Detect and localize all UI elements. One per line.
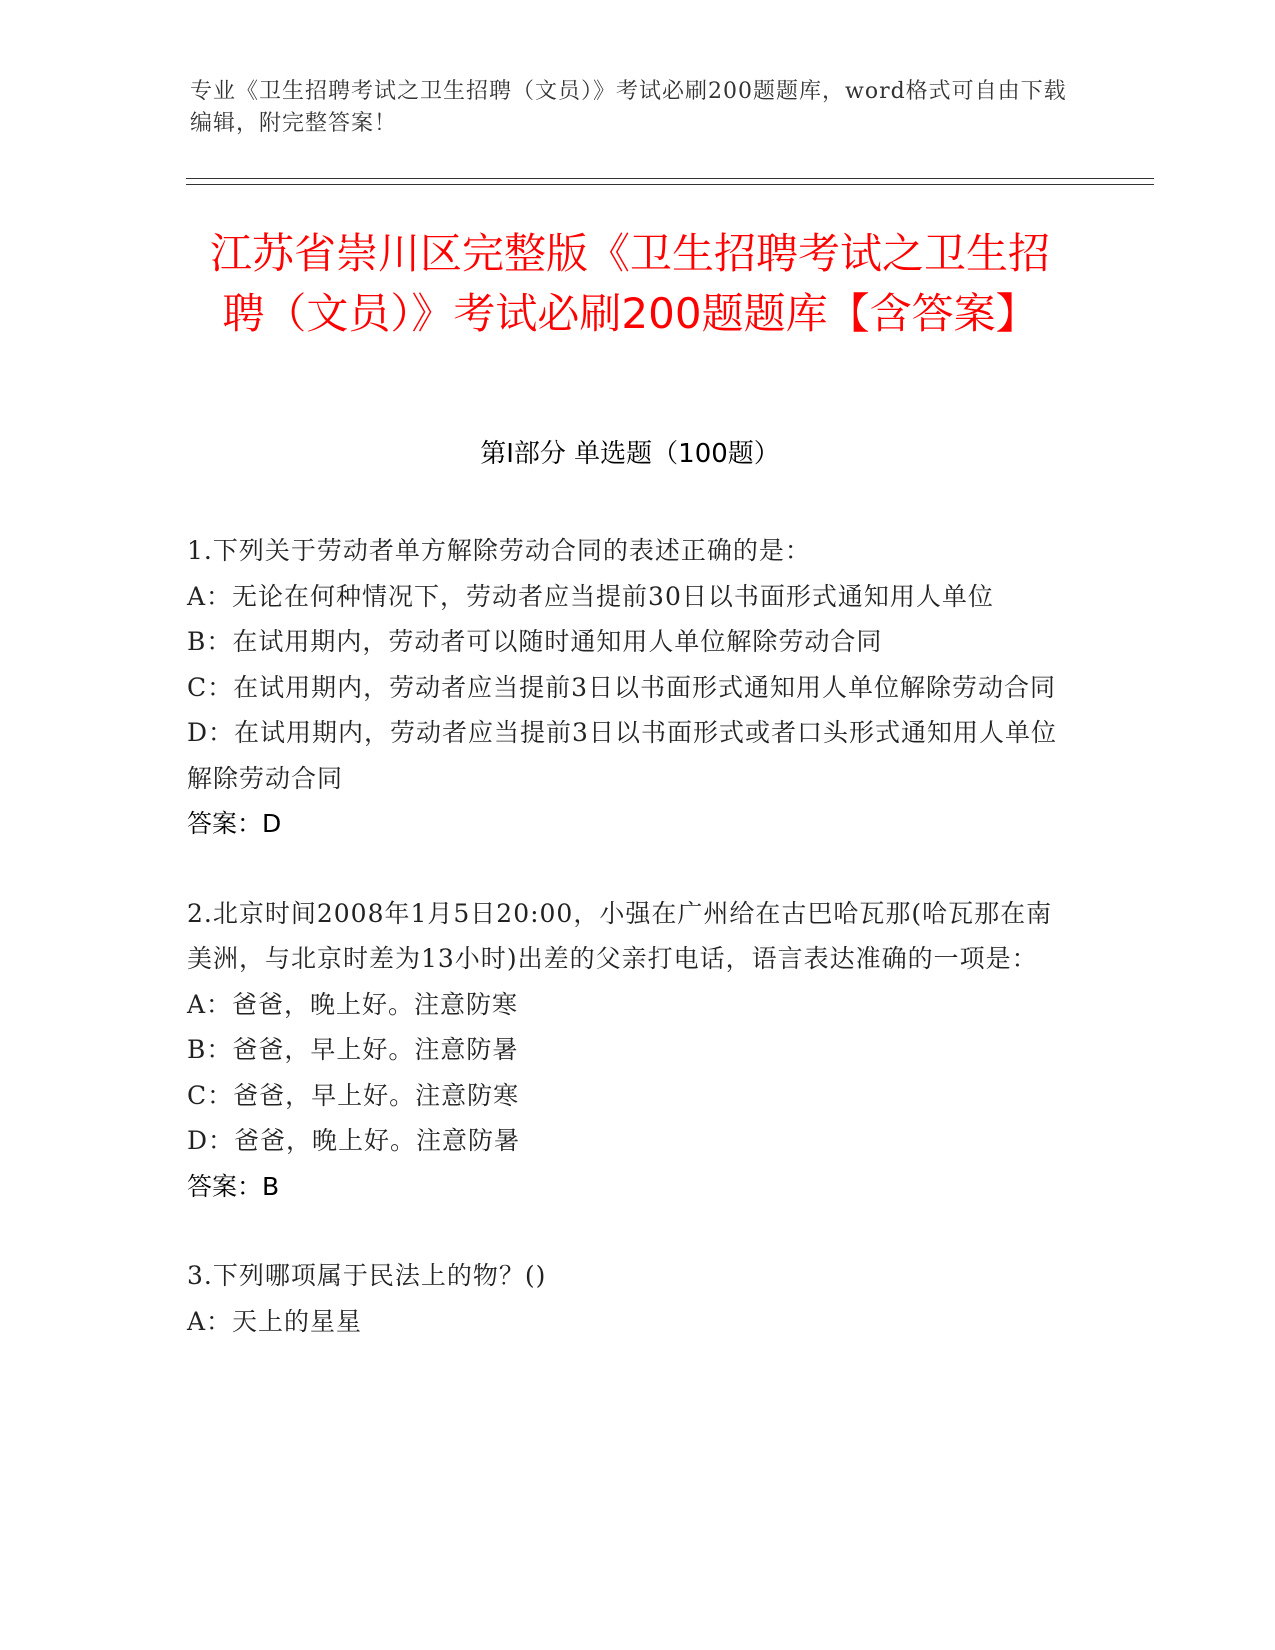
option-c: C：爸爸，早上好。注意防寒 xyxy=(187,1080,520,1110)
header-note: 专业《卫生招聘考试之卫生招聘（文员）》考试必刷200题题库，word格式可自由下载编辑，附完整答案！ xyxy=(190,79,1067,136)
option-d: D：爸爸，晚上好。注意防暑 xyxy=(187,1126,521,1155)
option-b: B：在试用期内，劳动者可以随时通知用人单位解除劳动合同 xyxy=(187,627,883,656)
question-3 xyxy=(187,1253,1077,1344)
option-a: A：天上的星星 xyxy=(187,1306,363,1336)
question-1 xyxy=(187,528,1077,847)
answer: 答案：B xyxy=(187,1171,280,1201)
question-2 xyxy=(187,891,1077,1210)
option-c: C：在试用期内，劳动者应当提前3日以书面形式通知用人单位解除劳动合同 xyxy=(187,672,1057,702)
question-stem: 3.下列哪项属于民法上的物？() xyxy=(187,1261,547,1290)
header-divider-top xyxy=(186,178,1154,179)
header-divider-bottom xyxy=(186,184,1154,185)
document-title: 江苏省崇川区完整版《卫生招聘考试之卫生招聘（文员）》考试必刷200题题库【含答案】 xyxy=(209,229,1050,338)
question-list xyxy=(187,528,1077,1388)
option-a: A：无论在何种情况下，劳动者应当提前30日以书面形式通知用人单位 xyxy=(187,581,994,611)
answer: 答案：D xyxy=(187,809,282,838)
option-a: A：爸爸，晚上好。注意防寒 xyxy=(187,989,519,1019)
option-b: B：爸爸，早上好。注意防暑 xyxy=(187,1035,519,1064)
question-stem: 2.北京时间2008年1月5日20:00，小强在广州给在古巴哈瓦那(哈瓦那在南美洲，与北京时差为13小时)出差的父亲打电话，语言表达准确的一项是： xyxy=(187,898,1053,973)
option-d: D：在试用期内，劳动者应当提前3日以书面形式或者口头形式通知用人单位解除劳动合同 xyxy=(187,718,1057,793)
section-title: 第I部分 单选题（100题） xyxy=(480,439,780,469)
question-stem: 1.下列关于劳动者单方解除劳动合同的表述正确的是： xyxy=(187,536,811,565)
